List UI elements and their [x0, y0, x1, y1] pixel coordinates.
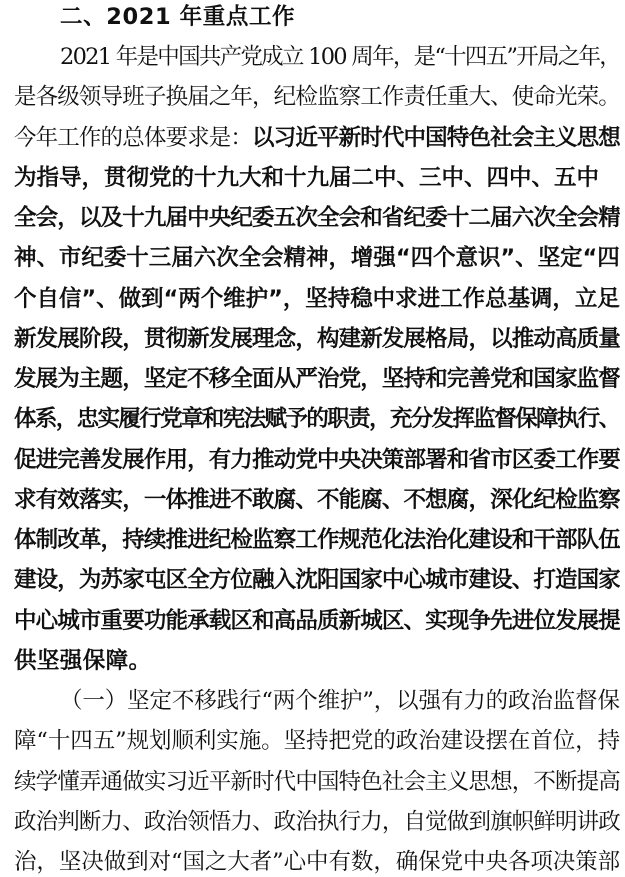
- paragraph-line-15: 中心城市重要功能承载区和高品质新城区、实现争先进位发展提: [14, 608, 620, 634]
- subsection-line-5: 治，坚决做到对“国之大者”心中有数，确保党中央各项决策部: [14, 849, 620, 875]
- subsection-line-2: 障“十四五”规划顺利实施。坚持把党的政治建设摆在首位，持: [14, 728, 620, 754]
- subsection-line-4: 政治判断力、政治领悟力、政治执行力，自觉做到旗帜鲜明讲政: [14, 809, 620, 835]
- paragraph-line-5: 全会，以及十九届中央纪委五次全会和省纪委十二届六次全会精: [14, 205, 620, 231]
- paragraph-line-1: 2021 年是中国共产党成立 100 周年，是“十四五”开局之年，: [60, 44, 620, 70]
- subsection-line-1: （一）坚定不移践行“两个维护”，以强有力的政治监督保: [60, 688, 620, 714]
- section-heading: 二、2021 年重点工作: [60, 4, 296, 30]
- paragraph-line-16: 供坚强保障。: [14, 648, 152, 674]
- paragraph-line-13: 体制改革，持续推进纪检监察工作规范化法治化建设和干部队伍: [14, 527, 620, 553]
- paragraph-line-3-bold: 以习近平新时代中国特色社会主义思想: [252, 125, 620, 151]
- paragraph-line-4: 为指导，贯彻党的十九大和十九届二中、三中、四中、五中: [14, 165, 600, 191]
- paragraph-line-2: 是各级领导班子换届之年，纪检监察工作责任重大、使命光荣。: [14, 84, 620, 110]
- paragraph-line-9: 发展为主题，坚定不移全面从严治党，坚持和完善党和国家监督: [14, 366, 620, 392]
- paragraph-line-3: [14, 123, 620, 153]
- paragraph-line-10: 体系，忠实履行党章和宪法赋予的职责，充分发挥监督保障执行、: [14, 406, 620, 432]
- paragraph-line-12: 求有效落实，一体推进不敢腐、不能腐、不想腐，深化纪检监察: [14, 487, 620, 513]
- paragraph-line-11: 促进完善发展作用，有力推动党中央决策部署和省市区委工作要: [14, 447, 620, 473]
- paragraph-line-14: 建设，为苏家屯区全方位融入沈阳国家中心城市建设、打造国家: [14, 567, 620, 593]
- subsection-line-3: 续学懂弄通做实习近平新时代中国特色社会主义思想，不断提高: [14, 769, 620, 795]
- paragraph-line-7: 个自信”、做到“两个维护”，坚持稳中求进工作总基调，立足: [14, 286, 620, 312]
- paragraph-line-3-intro: 今年工作的总体要求是：: [14, 125, 253, 151]
- paragraph-line-6: 神、市纪委十三届六次全会精神，增强“四个意识”、坚定“四: [14, 245, 620, 271]
- paragraph-line-8: 新发展阶段，贯彻新发展理念，构建新发展格局，以推动高质量: [14, 326, 620, 352]
